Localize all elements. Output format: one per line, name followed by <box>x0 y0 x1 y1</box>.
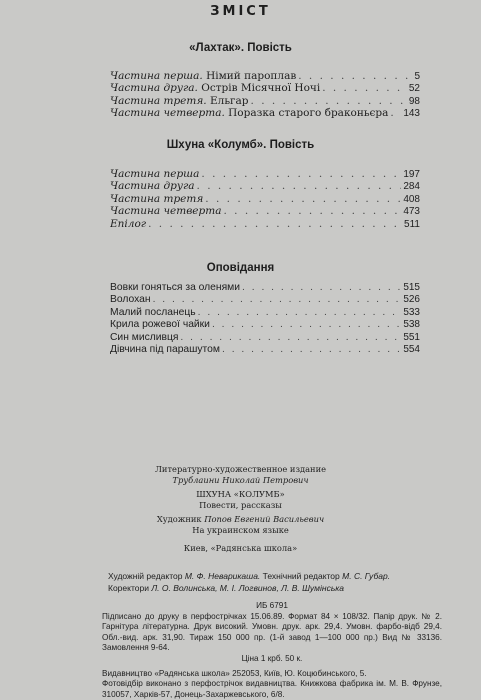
credits <box>108 571 438 594</box>
toc-entry <box>110 205 420 217</box>
toc-entry-name: Острів Місячної Ночі <box>201 82 321 95</box>
toc-page-number: 197 <box>403 169 420 180</box>
art-editor-name: М. Ф. Неварикаша. <box>184 571 261 581</box>
toc-entry <box>110 282 420 294</box>
ib-number: ИБ 6791 <box>256 601 288 610</box>
toc-part: Частина третя. <box>110 94 207 107</box>
toc-entry <box>110 107 420 119</box>
leader-dots <box>205 193 401 205</box>
toc-part: Частина четверта. <box>110 107 225 120</box>
toc-part: Частина перша <box>110 168 200 180</box>
leader-dots <box>180 332 401 344</box>
colophon <box>0 464 481 554</box>
toc-part: Частина перша. <box>110 70 203 82</box>
toc-entry <box>110 82 420 94</box>
toc-page-number: 52 <box>408 83 420 95</box>
toc-page-number: 515 <box>403 282 420 293</box>
edition-type: Литературно-художественное издание <box>154 464 327 474</box>
toc-entry <box>110 193 420 205</box>
tech-editor-label: Технічний редактор <box>262 571 340 581</box>
toc-entry <box>110 344 420 356</box>
leader-dots <box>212 319 401 331</box>
toc-page-number: 554 <box>403 343 420 355</box>
proofreaders-names: Л. О. Волинська, М. І. Логвинов, Л. В. Шумінська <box>151 582 345 593</box>
toc-lakhtak <box>110 70 420 120</box>
toc-entry <box>110 168 420 180</box>
art-editor-label: Художній редактор <box>108 571 183 581</box>
toc-page-number: 143 <box>403 108 420 120</box>
toc-part: Частина четверта <box>110 205 222 218</box>
toc-entry-name: Ельгар <box>209 94 249 107</box>
section-title-kolumb: Шхуна «Колумб». Повість <box>166 139 315 151</box>
toc-page-number: 284 <box>403 181 420 193</box>
toc-part: Частина друга <box>110 180 195 193</box>
toc-entry-name: Вовки гоняться за оленями <box>110 282 241 293</box>
toc-entry <box>110 70 420 82</box>
print-details: Підписано до друку в перфострічках 15.06.89. Формат 84 × 108/32. Папір друк. № 2. Гарнітура літературна. Друк високий. Умовн. друк. арк. 29,4. Умовн. фарбо-відб 29,4. Обл.-вид. арк. 31,90. Тираж 150 000 пр. (1-й завод 1—100 000 пр.) Вид № 33136. Замовлення 9-64. <box>102 611 442 653</box>
tech-editor-name: М. С. Губар. <box>342 571 391 581</box>
toc-entry-name: Малий посланець <box>110 306 196 318</box>
toc-part: Епілог <box>110 217 147 230</box>
leader-dots <box>148 218 402 230</box>
book-subtitle: Повести, рассказы <box>199 500 282 510</box>
toc-page-number: 538 <box>403 319 420 331</box>
author-name: Трублаини Николай Петрович <box>172 475 309 485</box>
toc-kolumb <box>110 168 420 230</box>
toc-entry <box>110 95 420 107</box>
language-note: На украинском языке <box>192 525 289 535</box>
toc-entry-name: Волохан <box>110 294 151 306</box>
leader-dots <box>222 344 401 356</box>
toc-entry <box>110 180 420 192</box>
section-title-stories: Оповідання <box>206 262 275 274</box>
printing-house: Фотовідбір виконано з перфострічок видавництва. Книжкова фабрика ім. М. В. Фрунзе, 310057, Харків-57, Донець-Захаржевського, 6/8. <box>102 679 442 699</box>
leader-dots <box>198 307 402 319</box>
leader-dots <box>197 180 402 192</box>
toc-entry-name: Крила рожевої чайки <box>110 319 210 331</box>
toc-entry <box>110 319 420 331</box>
toc-part: Частина третя <box>110 192 204 205</box>
toc-page-number: 511 <box>404 218 420 230</box>
credits-editors <box>108 571 438 583</box>
page-title: ЗМІСТ <box>210 4 271 19</box>
toc-entry-name: Поразка старого браконьєра <box>228 107 389 120</box>
leader-dots <box>298 70 412 82</box>
leader-dots <box>201 168 401 180</box>
toc-page-number: 473 <box>403 206 420 218</box>
book-title: ШХУНА «КОЛУМБ» <box>196 489 285 499</box>
toc-page-number: 551 <box>403 331 420 343</box>
toc-entry-name: Німий пароплав <box>206 70 297 82</box>
leader-dots <box>223 205 401 217</box>
leader-dots <box>251 95 407 107</box>
imprint <box>102 601 442 700</box>
toc-page-number: 98 <box>408 95 420 107</box>
illustrator-line <box>0 514 481 525</box>
toc-entry <box>110 294 420 306</box>
price: Ціна 1 крб. 50 к. <box>241 653 303 663</box>
toc-stories <box>110 282 420 356</box>
toc-page-number: 533 <box>403 306 420 318</box>
illustrator-label: Художник <box>156 514 202 524</box>
leader-dots <box>390 107 401 119</box>
publisher-city: Киев, «Радянська школа» <box>183 543 298 553</box>
toc-entry <box>110 307 420 319</box>
toc-entry-name: Син мисливця <box>110 331 179 343</box>
proofreaders-label: Коректори <box>108 582 149 593</box>
toc-part: Частина друга. <box>110 82 198 95</box>
toc-entry <box>110 218 420 230</box>
credits-proofreaders <box>108 583 438 595</box>
illustrator-name: Попов Евгений Васильевич <box>204 514 325 524</box>
section-title-lakhtak: «Лахтак». Повість <box>189 42 292 54</box>
toc-page-number: 408 <box>403 193 420 205</box>
leader-dots <box>242 282 401 294</box>
publisher-address: Видавництво «Радянська школа» 252053, Київ, Ю. Коцюбинського, 5. <box>102 668 367 678</box>
leader-dots <box>322 82 407 94</box>
toc-entry-name: Дівчина під парашутом <box>110 343 220 355</box>
toc-page-number: 526 <box>403 294 420 306</box>
toc-entry <box>110 332 420 344</box>
toc-page-number: 5 <box>414 71 420 82</box>
leader-dots <box>153 294 402 306</box>
